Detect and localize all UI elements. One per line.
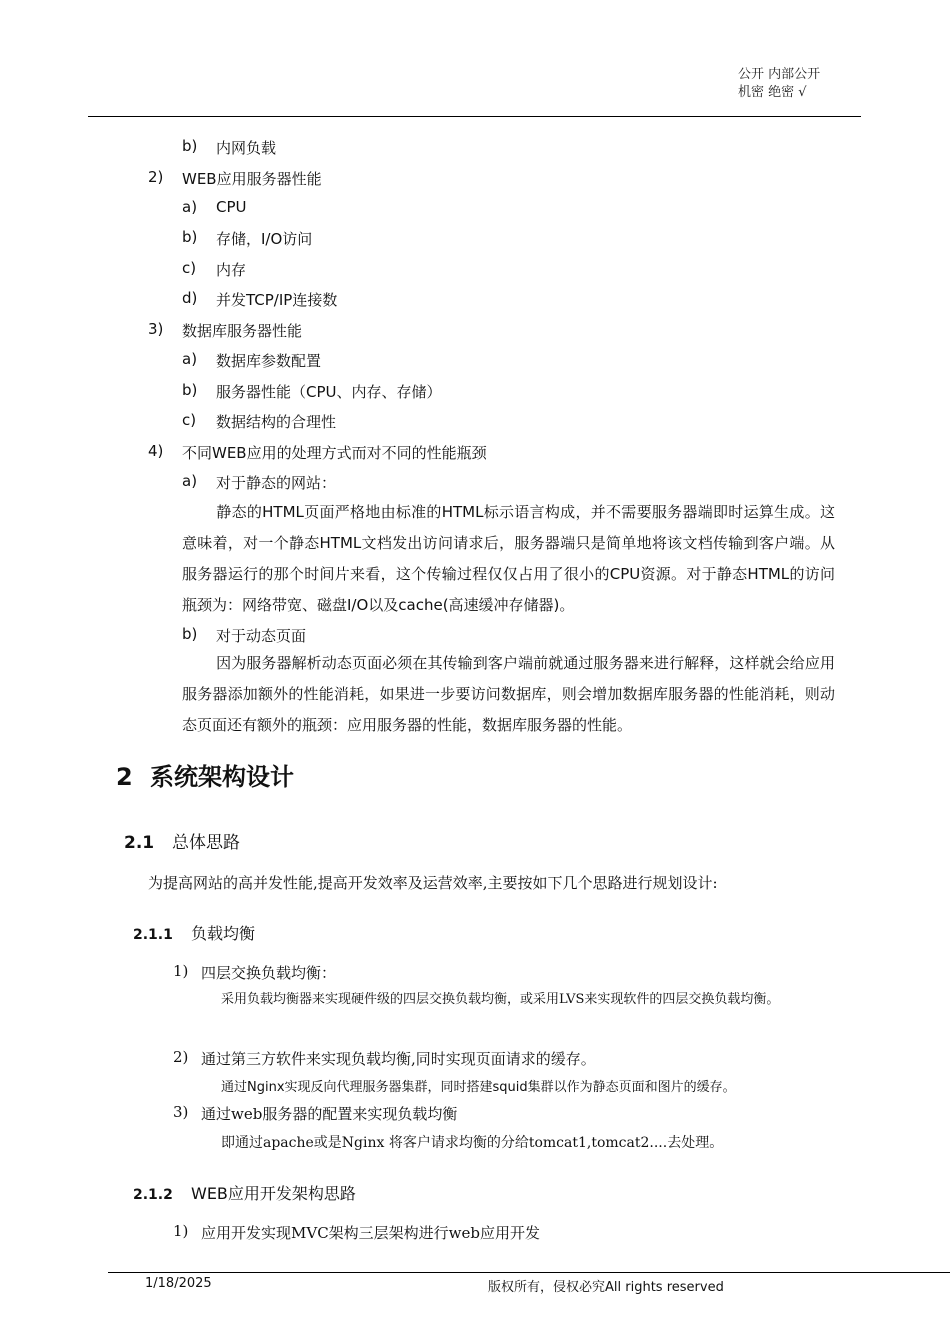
section-title: 负载均衡 <box>191 924 256 943</box>
list-item-text: 存储，I/O访问 <box>216 230 313 248</box>
list-marker: 1) <box>173 962 189 980</box>
classification-block <box>738 66 820 102</box>
list-item-text: 通过web服务器的配置来实现负载均衡 <box>201 1105 458 1123</box>
section-title: 系统架构设计 <box>150 763 294 791</box>
section-heading-2-1 <box>124 828 240 853</box>
list-marker: b) <box>182 228 198 246</box>
section-number: 2.1.2 <box>133 1187 173 1203</box>
list-item-text: 并发TCP/IP连接数 <box>216 291 338 309</box>
list-item-text: WEB应用服务器性能 <box>182 170 322 188</box>
list-item-text: 数据库参数配置 <box>216 352 322 370</box>
dynamic-page-text: 因为服务器解析动态页面必须在其传输到客户端前就通过服务器来进行解释，这样就会给应用服务器添加额外的性能消耗，如果进一步要访问数据库，则会增加数据库服务器的性能消耗，则动态页面还有额外的瓶颈：应用服务器的性能，数据库服务器的性能。 <box>182 654 835 734</box>
static-page-paragraph <box>182 497 835 621</box>
list-marker: 3) <box>173 1103 189 1121</box>
list-marker: a) <box>182 472 198 490</box>
list-item-text: 内存 <box>216 261 247 279</box>
section-heading-2-1-1 <box>133 921 255 944</box>
classification-line-1: 公开 内部公开 <box>738 67 821 82</box>
list-item-text: 数据库服务器性能 <box>182 322 303 340</box>
list-marker: b) <box>182 381 198 399</box>
list-marker: b) <box>182 625 198 643</box>
list-marker: 1) <box>173 1222 189 1240</box>
list-item-text: 数据结构的合理性 <box>216 413 337 431</box>
list-marker: 2) <box>173 1048 189 1066</box>
section-number: 2.1.1 <box>133 927 173 943</box>
list-marker: d) <box>182 289 198 307</box>
list-item-text: 对于动态页面 <box>216 627 307 645</box>
list-marker: c) <box>182 411 197 429</box>
list-item-text: 不同WEB应用的处理方式而对不同的性能瓶颈 <box>182 444 487 462</box>
footer-rule <box>108 1272 950 1273</box>
classification-line-2: 机密 绝密 √ <box>738 85 807 100</box>
section-title: WEB应用开发架构思路 <box>191 1184 356 1203</box>
list-marker: a) <box>182 198 198 216</box>
lb-detail-1: 采用负载均衡器来实现硬件级的四层交换负载均衡，或采用LVS来实现软件的四层交换负载均衡。 <box>221 992 780 1007</box>
list-marker: c) <box>182 259 197 277</box>
list-item-text: 内网负载 <box>216 139 277 157</box>
list-item-text: CPU <box>216 198 247 216</box>
list-item-text: 对于静态的网站： <box>216 474 337 492</box>
section-number: 2.1 <box>124 833 155 853</box>
section-heading-2-1-2 <box>133 1181 356 1204</box>
section-heading-2 <box>116 757 294 792</box>
list-marker: b) <box>182 137 198 155</box>
section-title: 总体思路 <box>172 833 240 853</box>
lb-detail-3: 即通过apache或是Nginx 将客户请求均衡的分给tomcat1,tomcat2....去处理。 <box>221 1135 724 1151</box>
list-marker: 3) <box>148 320 164 338</box>
lb-detail-2: 通过Nginx实现反向代理服务器集群，同时搭建squid集群以作为静态页面和图片的缓存。 <box>221 1080 736 1095</box>
section-intro: 为提高网站的高并发性能,提高开发效率及运营效率,主要按如下几个思路进行规划设计: <box>148 874 718 892</box>
header-rule <box>88 116 861 117</box>
list-item-text: 通过第三方软件来实现负载均衡,同时实现页面请求的缓存。 <box>201 1050 596 1068</box>
dynamic-page-paragraph <box>182 648 835 741</box>
section-number: 2 <box>116 763 133 791</box>
static-page-text: 静态的HTML页面严格地由标准的HTML标示语言构成，并不需要服务器端即时运算生成。这意味着，对一个静态HTML文档发出访问请求后，服务器端只是简单地将该文档传输到客户端。从服务器运行的那个时间片来看，这个传输过程仅仅占用了很小的CPU资源。对于静态HTML的访问瓶颈为：网络带宽、磁盘I/O以及cache(高速缓冲存储器)。 <box>182 503 835 614</box>
list-item-text: 应用开发实现MVC架构三层架构进行web应用开发 <box>201 1224 540 1242</box>
footer-date: 1/18/2025 <box>145 1276 212 1291</box>
footer-copyright: 版权所有，侵权必究All rights reserved <box>488 1280 724 1295</box>
list-marker: 4) <box>148 442 164 460</box>
list-marker: a) <box>182 350 198 368</box>
list-marker: 2) <box>148 168 164 186</box>
list-item-text: 服务器性能（CPU、内存、存储） <box>216 383 442 401</box>
list-item-text: 四层交换负载均衡： <box>201 964 337 982</box>
